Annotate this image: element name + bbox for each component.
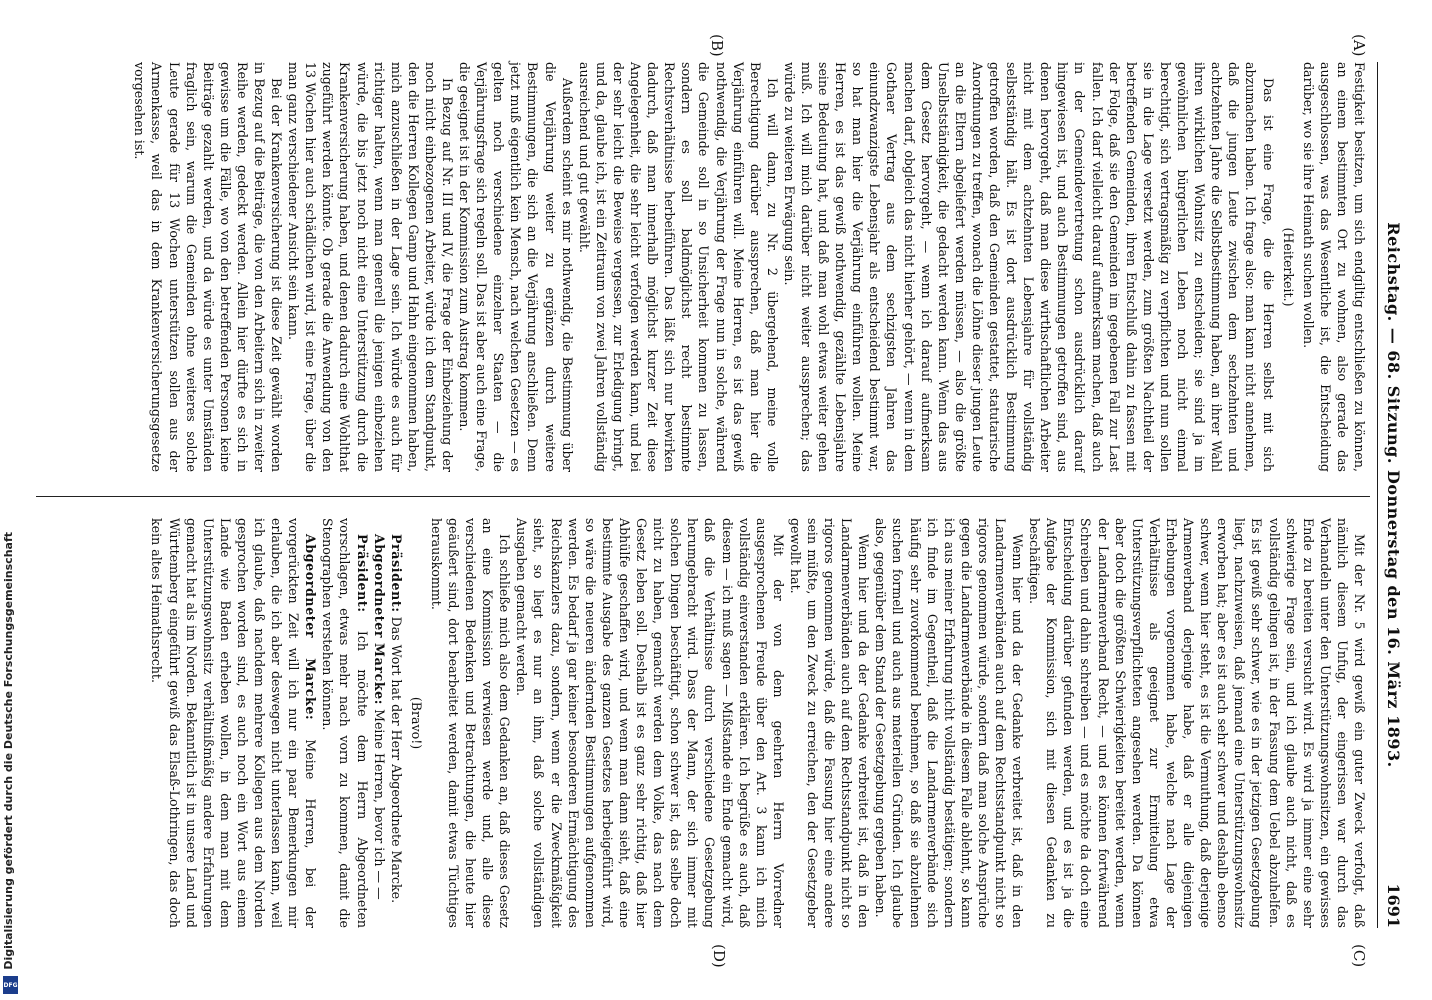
margin-marker-d: (D) [710,944,728,968]
speaker-name: Abgeordneter Marcke: [303,534,319,721]
interjection: (Bravo!) [408,696,424,750]
right-column [40,518,1368,928]
paragraph: Wenn hier und da der Gedanke verbreitet ist, daß in den Landarmenverbänden auch auf dem Rechtsstandpunkt nicht so rigoros genommen würde, sondern daß man solche Ansprüche gegen die Landarmenverbände in diesem Falle ablehnt, so kann ich aus meiner Erfahrung nicht vollständig bestätigen; sondern ich finde im Gegentheil, daß die Landarmenverbände sich häufig sehr zuvorkommend benehmen, so daß sie abzulehnen suchen formell und auch aus materiellen Gründen. Ich glaube also, gegenüber dem Stand der Gesetzgebung ergeben haben. [873,518,1026,928]
paragraph: Mit der von dem geehrten Herrn Vorredner ausgesprochenen Freude über den Art. 3 kann ich mich vollständig einverstanden erklären. Ich begrüße es auch, daß diesem — ich muß sagen — Mißstande ein Ende gemacht wird, daß die Verhältnisse durch verschiedene Gesetzgebung herumgebracht wird. Dass der Mann, der sich immer mit solchen Dingen beschäftigt, schon schwer ist, das selbe doch nicht zu haben, gemacht werden dem Volke, das nach dem Gesetz leben soll. Deshalb ist es ganz sehr richtig, daß hier Abhülfe geschaffen wird, und wenn man dann sieht, daß eine bestimmte Ausgabe des ganzen Gesetzes herbeigeführt wird, so wäre die neueren ändernden Bestimmungen aufgenommen werden. Es bedarf ja gar keiner besonderen Ermächtigung des Reichskanzlers dazu, sondern, wenn er die Zweckmäßigkeit sieht, so liegt es nur an ihm, daß solche vollständigen Ausgaben gemacht werden. [514,518,786,928]
speech-paragraph [371,518,388,928]
speech-paragraph [388,518,405,928]
left-column [40,62,1368,472]
speaker-name: Präsident: [388,534,404,613]
speech-paragraph [148,518,319,928]
speech-text: Meine Herren, bevor ich — — [371,709,387,900]
paragraph: In Bezug auf Nr. III und IV, die Frage der Einbeziehung der noch nicht einbezogenen Arbeiter, würde ich dem Standpunkt, den die Herren Kollegen Gamp und Hahn eingenommen haben, mich anzuschließen in der Lage sein. Ich würde es auch für richtiger halten, wenn man generell die jenigen einbeziehen würde, die bis jetzt noch nicht eine Unterstützung durch die Krankenversicherung haben, und denen dadurch eine Wohlthat zugeführt werden könnte. Ob gerade die Anwendung von den 13 Wochen hier auch schädlichen wird, ist eine Frage, über die man ganz verschiedener Ansicht sein kann. [286,62,456,472]
speech-paragraph [319,518,370,928]
header-title: Reichstag. — 68. Sitzung. Donnerstag den 16. März 1893. [1384,222,1403,768]
paragraph: Mit der Nr. 5 wird gewiß ein guter Zweck verfolgt, daß nämlich diesem Unfug, der eingerissen war durch das Verhandeln unter den Unterstützungswohnsitzen, ein gewisses Ende zu bereiten versucht wird. Es wird ja immer eine sehr schwierige Frage sein, und ich glaube auch nicht, daß es vollständig gelingen ist, in der Fassung dem Uebel abzuhelfen. Es ist gewiß sehr schwer, wie es in der jetzigen Gesetzgebung liegt, nachzuweisen, daß jemand eine Unterstützungswohnsitz erworben hat; aber es ist auch sehr schwer und deshalb ebenso schwer, wenn hier steht, es ist die Vermuthung, daß derjenige Armenverband derjenige habe, daß er alle diejenigen Erhebungen vorgenommen habe, welche nach Lage der Verhältnisse als geeignet zur Ermittelung etwa Unterstützungsverpflichteten angesehen werden. Da können aber doch die größten Schwierigkeiten bereitet werden, wenn der Landarmenverband Recht, — und es können fortwährend Schreiben und dahin schreiben — und es möchte da doch eine Entscheidung darüber gefunden werden, und es ist ja die Aufgabe der Kommission, sich mit diesen Gedanken zu beschäftigen. [1027,518,1367,928]
paragraph: Wenn hier und da der Gedanke verbreitet ist, daß in den Landarmenverbänden auch auf dem Rechtsstandpunkt nicht so rigoros genommen würde, daß die Fassung hier eine andere sein müßte, um den Zweck zu erreichen, den der Gesetzgeber gewollt hat. [787,518,872,928]
dfg-logo: DFG [3,976,18,994]
paragraph: Das ist eine Frage, die die Herren selbst mit sich abzumachen haben. Ich frage also: man kann nicht annehmen, daß die jungen Leute zwischen dem sechzehnten und achtzehnten Jahre die Selbstbestimmung haben, an ihrer Wahl ihren wirklichen Wohnsitz zu entscheiden; sie sind ja im gewöhnlichen bürgerlichen Leben noch nicht einmal berechtigt, sich vertragsmäßig zu verpflichten und nun sollen sie in die Lage versetzt werden, zum größten Nachtheil der betreffenden Gemeinden, ihren Entschluß dahin zu fassen mit der Folge, daß sie den Gemeinden im gegebenen Fall zur Last fallen. Ich darf vielleicht darauf aufmerksam machen, daß auch in der Gemeindevertretung schon ausdrücklich darauf hingewiesen ist, und auch Bestimmungen getroffen sind, aus denen hervorgeht, daß man diese wirthschaftlichen Arbeiter nicht mit dem achtzehnten Lebensjahre für vollständig selbstständig hält. Es ist dort ausdrücklich Bestimmung getroffen worden, daß den Gemeinden gestattet, statutarische Anordnungen zu treffen, wonach die Löhne dieser jungen Leute an die Eltern abgeliefert werden müssen, — also die größte Unselbstständigkeit, die gedacht werden kann. Wenn das aus dem Gesetz hervorgeht, — wenn ich darauf aufmerksam machen darf, obgleich das nicht hierher gehört, — wenn in dem Gothaer Vertrag aus dem sechzigsten Jahren das einundzwanzigste Lebensjahr als entscheidend bestimmt war, so hat man hier die Verjährung einführen wollen. Meine Herren, es ist das gewiß nothwendig, gezählte Lebensjahre seine Bedeutung hat, und daß man wohl etwas weiter gehen muß. Ich will mich darüber nicht weiter aussprechen; das würde zu weiteren Erwägung sein. [781,62,1276,472]
interjection: (Heiterkeit.) [1280,227,1296,307]
paragraph: Ich will dann, zu Nr. 2 übergehend, meine volle Berechtigung darüber aussprechen, daß man hier die Verjährung einführen will. Meine Herren, es ist das gewiß nothwendig, die Verjährung der Frage nun in solche, während die Gemeinde soll in so Unsicherheit kommen zu lassen, sondern es soll baldmöglichst recht bestimmte Rechtsverhältnisse herbeiführen. Das läßt sich nur bewirken dadurch, daß man innerhalb möglichst kurzer Zeit diese Angelegenheit, die sehr leicht verfolgen werden kann, und bei der sehr leicht die Beweise vergessen, zur Erledigung bringt, und da, glaube ich, ist ein Zeitraum von zwei Jahren vollständig ausreichend und gut gewählt. [576,62,780,472]
speech-text: Das Wort hat der Herr Abgeordnete Marcke. [388,616,404,904]
running-header [1377,62,1414,928]
margin-marker-a: (A) [1350,34,1368,57]
speech-text: Meine Herren, bei der vorgerückten Zeit will ich nur ein paar Bemerkungen mir erlauben, die ich aber deswegen nicht unterlassen kann, weil ich glaube, daß nachdem mehrere Kollegen aus dem Norden gesprochen worden sind, es auch noch ein Wort aus einem Lande wie Baden erheben wollen, in dem man mit dem Unterstützungswohnsitz verhältnißmäßig andere Erfahrungen gemacht hat als im Norden. Bekanntlich ist in unsere Land und Württemberg eingeführt gewiß das Elsaß-Lothringen, das doch kein altes Heimathsrecht. [149,518,319,928]
paragraph: Ich schließe mich also dem Gedanken an, daß dieses Gesetz an eine Kommission verwiesen werde und, alle diese verschiedenen Bedenken und Betrachtungen, die heute hier geäußert sind, dort bearbeitet werden, damit etwas Tüchtiges herauskommt. [428,518,513,928]
paragraph: Festigkeit besitzen, um sich endgiltig entschließen zu können, an einem bestimmten Ort zu wohnen, also gerade das ausgeschlossen, was das Wesentliche ist, die Entscheidung darüber, wo sie ihre Heimath suchen wollen. [1300,62,1367,472]
speaker-name: Abgeordneter Marcke: [371,534,387,706]
credit-text: Digitalisierung gefördert durch die Deutsche Forschungsgemeinschaft [2,532,15,970]
margin-marker-c: (C) [1350,944,1368,968]
speech-text: Ich möchte dem Herrn Abgeordneten vorschlagen, etwas mehr nach vorn zu kommen, damit die Stenographen verstehen können. [320,518,370,929]
page-number: 1691 [1384,883,1403,928]
speaker-name: Präsident: [354,534,370,613]
margin-marker-b: (B) [708,34,726,57]
column-divider [36,496,1370,497]
paragraph: Bei der Krankenversicherung ist diese Zeit gewählt worden in Bezug auf die Beiträge, die von den Arbeitern sich in zweiter Reihe werden, gedeckt werden. Allein hier dürfte es sich in gewisse um die Fälle, wo von den betreffenden Personen keine Beiträge gezahlt werden, und da würde es unter Umständen fraglich sein, warum die Gemeinden ohne weiteres solche Leute gerade für 13 Wochen unterstützen sollen aus der Armenkasse, weil das in dem Krankenversicherungsgesetze vorgesehen ist. [132,62,285,472]
digitization-credit [0,0,22,1000]
paragraph: Außerdem scheint es mir nothwendig, die Bestimmung über die Verjährung weiter zu ergänzen durch weitere Bestimmungen, die sich an die Verjährung anschließen. Denn jetzt muß eigentlich kein Mensch, nach welchen Gesetzen — es gelten noch verschiedene einzelner Staaten — die Verjährungsfrage sich regeln soll. Das ist aber auch eine Frage, die geeignet ist in der Kommission zum Austrag kommen. [457,62,575,472]
